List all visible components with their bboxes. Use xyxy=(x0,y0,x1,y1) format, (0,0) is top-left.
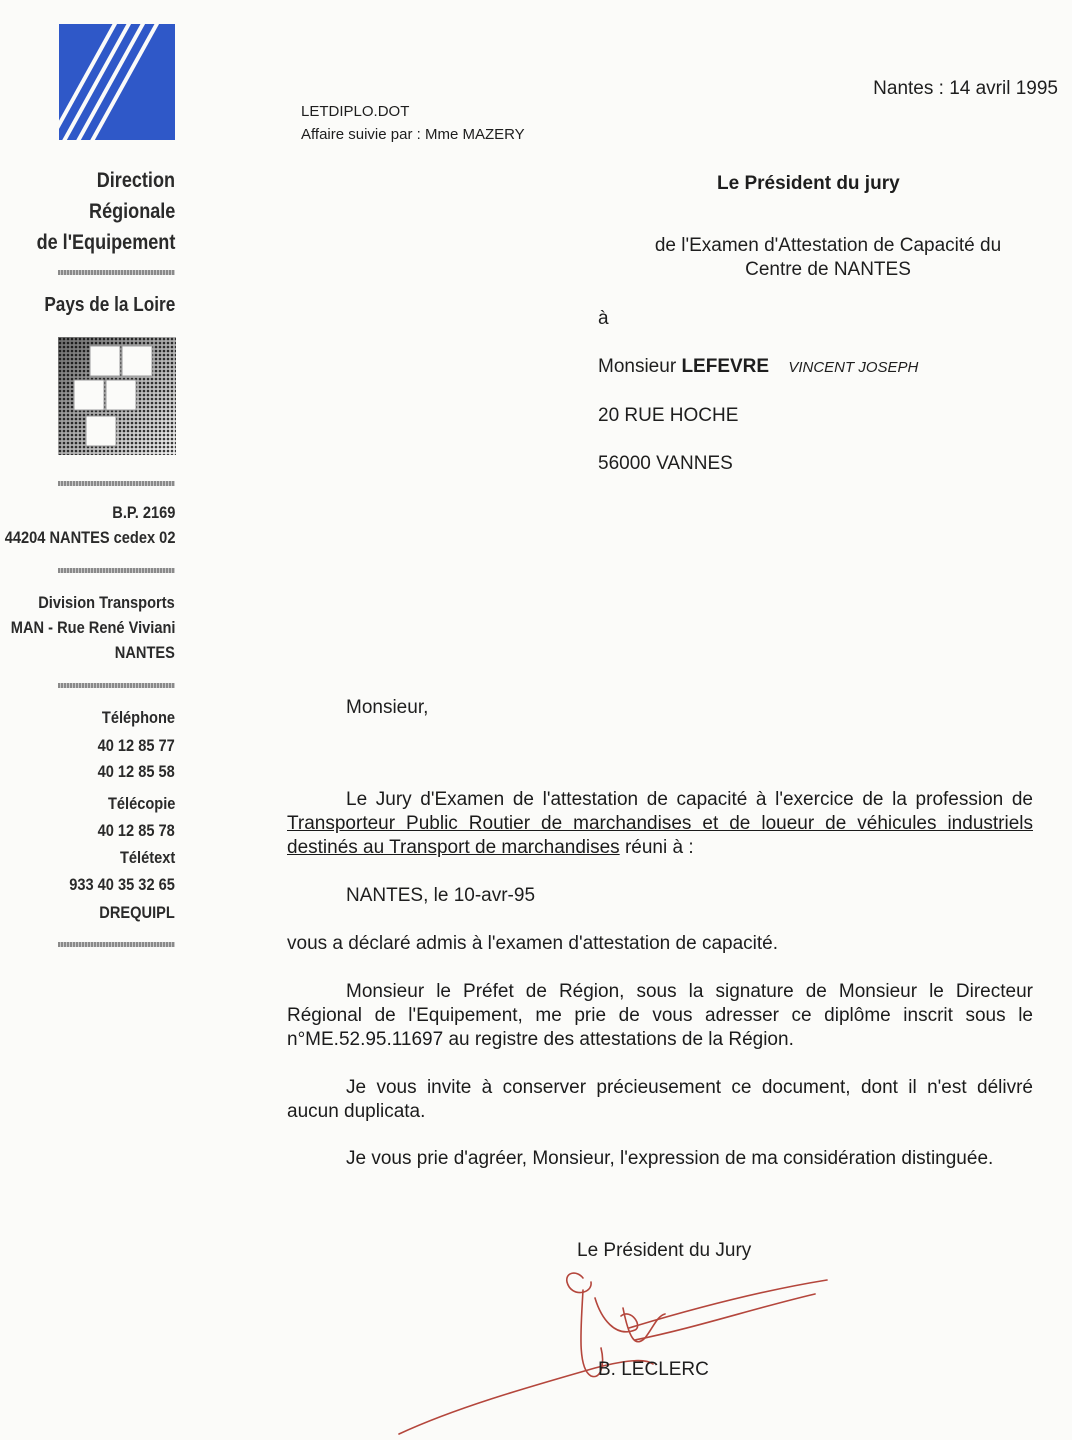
recipient-prefix: à xyxy=(598,308,609,329)
sender-title: Le Président du jury xyxy=(717,173,900,194)
region-name: Pays de la Loire xyxy=(44,294,175,316)
doc-reference: LETDIPLO.DOT xyxy=(301,103,410,120)
signatory-title: Le Président du Jury xyxy=(577,1240,752,1261)
salutation: Monsieur, xyxy=(346,697,429,718)
recipient-civility: Monsieur xyxy=(598,356,677,377)
postal-city: 44204 NANTES cedex 02 xyxy=(4,528,175,547)
admission-statement: vous a déclaré admis à l'examen d'attestation de capacité. xyxy=(287,933,778,954)
paragraph-jury xyxy=(287,788,1033,860)
telex-number: 933 40 35 32 65 xyxy=(69,875,175,894)
letter-date: Nantes : 14 avril 1995 xyxy=(873,78,1058,99)
telex-label: Télétext xyxy=(119,848,175,867)
fax-label: Télécopie xyxy=(107,794,175,813)
recipient-surname: LEFEVRE xyxy=(681,356,770,377)
handwritten-signature xyxy=(395,1268,835,1440)
recipient-given-names: VINCENT JOSEPH xyxy=(788,359,919,376)
phone-label: Téléphone xyxy=(101,708,175,727)
paragraph-prefet: Monsieur le Préfet de Région, sous la signature de Monsieur le Directeur Régional de l'Equipement, me prie de vous adresser ce diplôme inscrit sous le n°ME.52.95.11697 au registre des attestations de la Région. xyxy=(287,981,1033,1050)
org-line-2: Régionale xyxy=(88,200,175,223)
division-street: MAN - Rue René Viviani xyxy=(10,618,175,637)
sender-line-1: de l'Examen d'Attestation de Capacité du xyxy=(654,235,1002,256)
divider xyxy=(58,568,175,573)
phone-2: 40 12 85 58 xyxy=(97,762,175,781)
case-handler: Affaire suivie par : Mme MAZERY xyxy=(301,126,525,143)
paragraph-closing: Je vous prie d'agréer, Monsieur, l'expression de ma considération distinguée. xyxy=(346,1148,994,1169)
recipient-city: 56000 VANNES xyxy=(598,453,733,474)
paragraph-conserve: Je vous invite à conserver précieusement ce document, dont il n'est délivré aucun duplicata. xyxy=(287,1077,1033,1122)
sender-line-2: Centre de NANTES xyxy=(745,259,911,280)
paragraph-jury-end: réuni à : xyxy=(619,837,694,858)
divider xyxy=(58,270,175,275)
telex-code: DREQUIPL xyxy=(99,903,175,922)
postal-box: B.P. 2169 xyxy=(111,503,175,522)
org-line-1: Direction xyxy=(96,169,175,192)
region-logo xyxy=(58,337,176,455)
recipient-street: 20 RUE HOCHE xyxy=(598,405,739,426)
recipient-name xyxy=(598,355,918,380)
division-name: Division Transports xyxy=(38,593,175,612)
divider xyxy=(58,481,175,486)
divider xyxy=(58,942,175,947)
profession-title: Transporteur Public Routier de marchandises et de loueur de véhicules industriels destinés au Transport de marchandises xyxy=(287,813,1033,858)
paragraph-jury-text: Le Jury d'Examen de l'attestation de capacité à l'exercice de la profession de xyxy=(346,789,1033,810)
org-line-3: de l'Equipement xyxy=(36,231,175,254)
ministry-logo xyxy=(59,24,175,140)
fax-number: 40 12 85 78 xyxy=(97,821,175,840)
phone-1: 40 12 85 77 xyxy=(97,736,175,755)
exam-place-date: NANTES, le 10-avr-95 xyxy=(346,885,536,906)
division-city: NANTES xyxy=(114,643,175,662)
divider xyxy=(58,683,175,688)
signatory-name: B. LECLERC xyxy=(598,1359,709,1380)
